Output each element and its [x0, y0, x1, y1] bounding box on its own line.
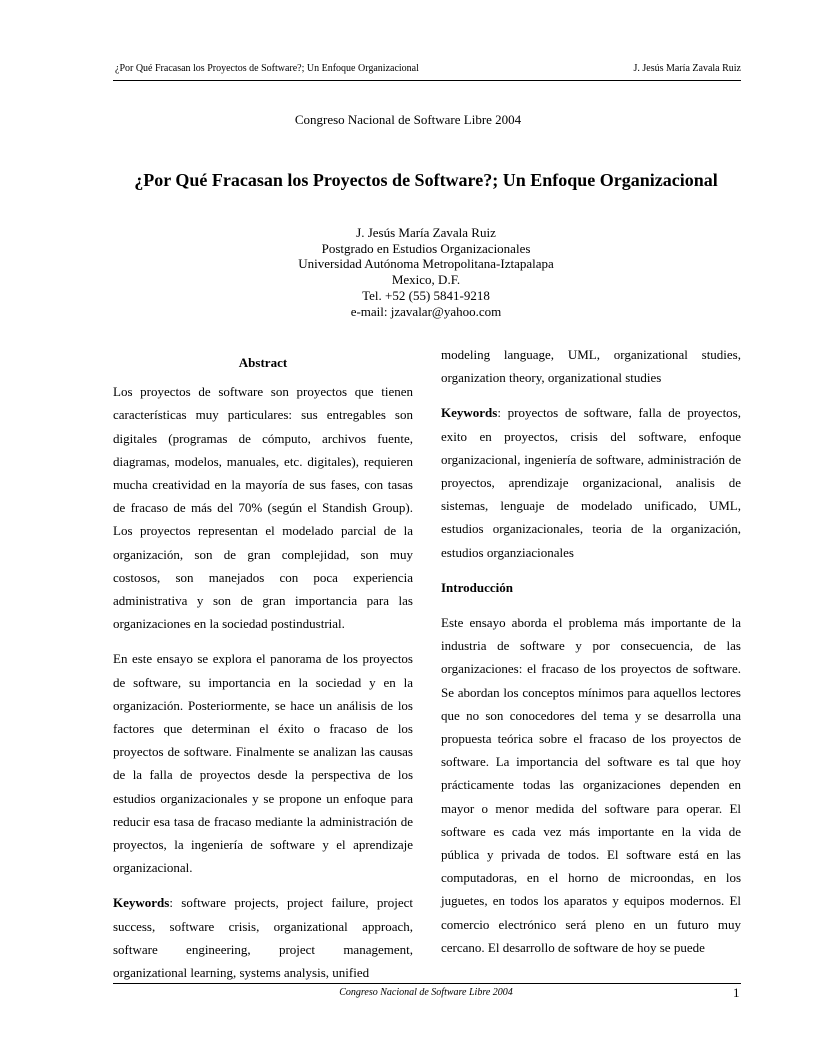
author-university: Universidad Autónoma Metropolitana-Iztapalapa	[298, 256, 554, 272]
footer-conference: Congreso Nacional de Software Libre 2004	[339, 987, 513, 998]
keywords-en-text: : software projects, project failure, project success, software crisis, organizational approach, software engineering, project management, organizational learning, systems analysis, unified	[113, 895, 413, 981]
introduction-heading: Introducción	[441, 579, 513, 595]
author-city: Mexico, D.F.	[391, 272, 461, 288]
paper-title: ¿Por Qué Fracasan los Proyectos de Software?; Un Enfoque Organizacional	[134, 170, 718, 190]
abstract-heading: Abstract	[238, 355, 288, 370]
running-header	[113, 62, 741, 81]
author-phone: Tel. +52 (55) 5841-9218	[362, 287, 490, 303]
keywords-en-label: Keywords	[113, 895, 170, 911]
introduction-paragraph-1: Este ensayo aborda el problema más importante de la industria de software y por consecuencia, de las organizaciones: el fracaso de los proyectos de software. Se abordan los conceptos mínimos para aquellos lectores que no son conocedores del tema y se desarrolla una propuesta teórica sobre el fracaso de los proyectos de software. La importancia del software es tal que hoy prácticamente todas las organizaciones dependen en mayor o menor medida del software para operar. El software es cada vez más importante en la vida de pública y privada de todos. El software está en las computadoras, en el horno de microondas, en los juguetes, en todos los aparatos y equipos modernos. El comercio electrónico será pleno en un futuro muy cercano. El desarrollo de software de hoy se puede	[441, 615, 741, 955]
running-header-author: J. Jesús María Zavala Ruiz	[633, 63, 741, 74]
keywords-es-label: Keywords	[441, 405, 498, 421]
footer-rule	[113, 983, 741, 984]
author-department: Postgrado en Estudios Organizacionales	[321, 240, 531, 256]
keywords-en-continued: modeling language, UML, organizational studies, organization theory, organizational studies	[441, 347, 741, 386]
running-header-title: ¿Por Qué Fracasan los Proyectos de Software?; Un Enfoque Organizacional	[115, 63, 419, 74]
author-name: J. Jesús María Zavala Ruiz	[356, 225, 496, 240]
keywords-es	[441, 401, 741, 563]
right-column	[441, 343, 741, 959]
keywords-en	[113, 891, 413, 984]
conference-name: Congreso Nacional de Software Libre 2004	[294, 112, 522, 127]
page-number: 1	[733, 985, 740, 1000]
abstract-paragraph-1: Los proyectos de software son proyectos que tienen características muy particulares: sus entregables son digitales (programas de cómputo, archivos fuente, diagramas, modelos, manuales, etc. digitales), requieren mucha creatividad en la mayoría de sus fases, con tasas de fracaso de más del 70% (según el Standish Group). Los proyectos representan el modelado parcial de la organización, son de gran complejidad, son muy costosos, son manejados con poca experiencia administrativa y son de gran importancia para las organizaciones en la sociedad postindustrial.	[113, 384, 413, 632]
keywords-es-text: : proyectos de software, falla de proyectos, exito en proyectos, crisis del software, enfoque organizacional, ingeniería de software, administración de proyectos, aprendizaje organizacional, analisis de sistemas, lenguaje de modelado unificado, UML, estudios organizacionales, teoria de la organización, estudios organziacionales	[441, 405, 741, 560]
author-block	[0, 225, 816, 319]
author-email: e-mail: jzavalar@yahoo.com	[350, 303, 502, 319]
abstract-paragraph-2: En este ensayo se explora el panorama de los proyectos de software, su importancia en la sociedad y en la organización. Posteriormente, se hace un análisis de los factores que determinan el éxito o fracaso de los proyectos de software. Finalmente se analizan las causas de la falla de proyectos desde la perspectiva de los estudios organizacionales y se propone un enfoque para reducir esa tasa de fracaso mediante la administración de proyectos, la ingeniería de software y el aprendizaje organizacional.	[113, 651, 413, 876]
left-column	[113, 343, 413, 984]
